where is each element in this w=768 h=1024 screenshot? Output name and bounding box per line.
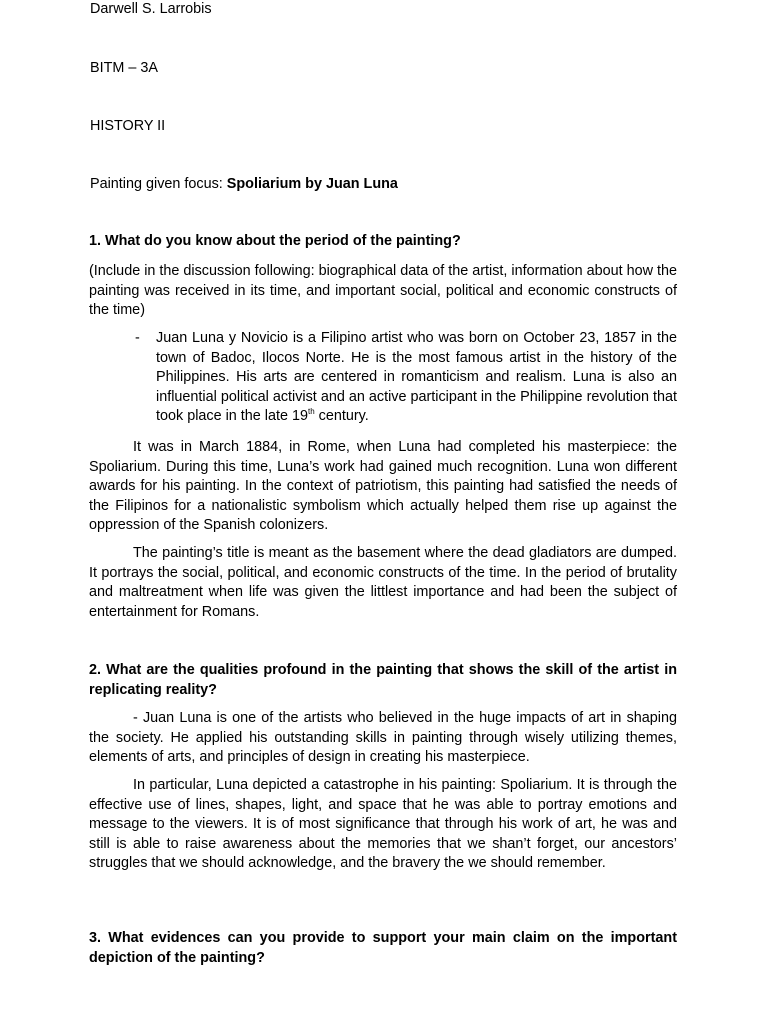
subject-title: HISTORY II bbox=[90, 118, 166, 134]
class-section: BITM – 3A bbox=[90, 60, 158, 76]
focus-label: Painting given focus: bbox=[90, 176, 227, 192]
answer-1-paragraph-1: It was in March 1884, in Rome, when Luna had completed his masterpiece: the Spoliarium. During this time, Luna’s work had gained much recognition. Luna won different awards for his painting. In the context of patriotism, this painting had satisfied the needs of the Filipinos for a nationalistic symbolism which actually helped them rise up against the oppression of the Spanish colonizers. bbox=[89, 439, 677, 533]
answer-1-paragraph-2: The painting’s title is meant as the basement where the dead gladiators are dumped. It portrays the social, political, and economic constructs of the time. In the period of brutality and maltreatment when life was given the littlest importance and had been the subject of entertainment for Romans. bbox=[89, 545, 677, 620]
ordinal-suffix: th bbox=[308, 407, 315, 416]
focus-painting-title: Spoliarium by Juan Luna bbox=[226, 176, 398, 192]
answer-2-paragraph-2: In particular, Luna depicted a catastrophe in his painting: Spoliarium. It is through the effective use of lines, shapes, light, and space that he was able to portray emotions and message to the viewers. It is of most significance that through his work of art, he was and still is able to raise awareness about the memories that we shan’t forget, our ancestors’ struggles that we should acknowledge, and the bravery the we should remember. bbox=[89, 777, 677, 871]
artist-bio-text: Juan Luna y Novicio is a Filipino artist who was born on October 23, 1857 in the town of Badoc, Ilocos Norte. He is the most famous artist in the history of the Philippines. His arts are centered in romanticism and realism. Luna is also an influential political activist and an active participant in the Philippine revolution that took place in the late 19th century. bbox=[156, 330, 677, 424]
painting-focus bbox=[90, 175, 398, 193]
question-3: 3. What evidences can you provide to support your main claim on the important depiction of the painting? bbox=[89, 930, 677, 966]
artist-bio-bullet bbox=[135, 329, 677, 427]
bullet-dash: - bbox=[135, 330, 140, 346]
question-1: 1. What do you know about the period of the painting? bbox=[89, 233, 461, 249]
question-2: 2. What are the qualities profound in the painting that shows the skill of the artist in replicating reality? bbox=[89, 662, 677, 698]
question-1-instruction: (Include in the discussion following: biographical data of the artist, information about how the painting was received in its time, and important social, political and economic constructs of the time) bbox=[89, 263, 677, 318]
answer-2-paragraph-1: - Juan Luna is one of the artists who believed in the huge impacts of art in shaping the society. He applied his outstanding skills in painting through wisely utilizing themes, elements of arts, and principles of design in creating his masterpiece. bbox=[89, 710, 677, 765]
author-name: Darwell S. Larrobis bbox=[90, 1, 212, 17]
